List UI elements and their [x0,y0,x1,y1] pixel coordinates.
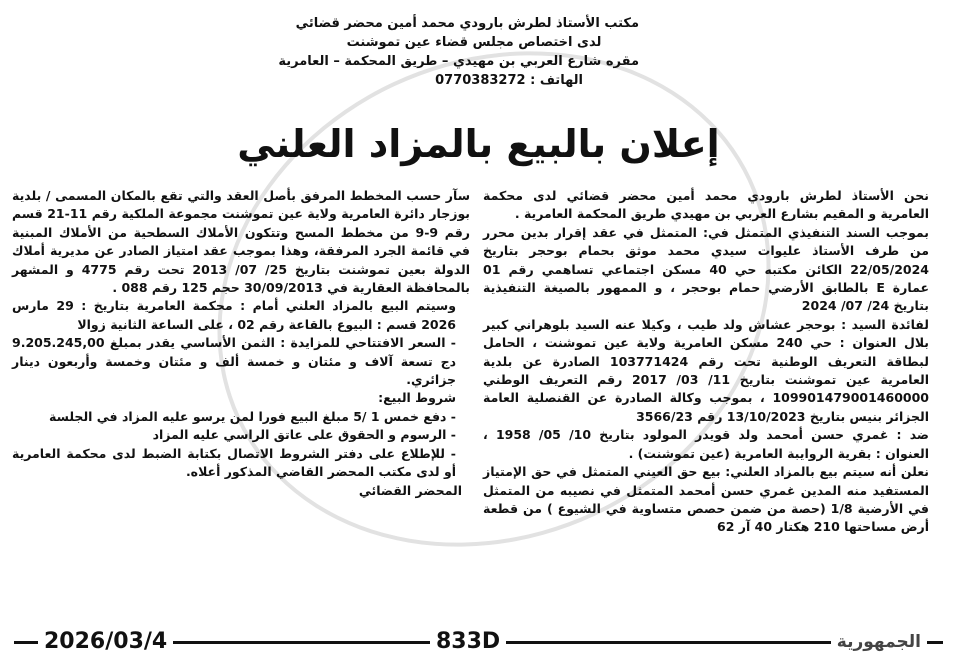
paragraph-property-details: سآر حسب المخطط المرفق بأصل العقد والتي تقع بالمكان المسمى / بلدية بوزجار دائرة العامرية ولاية عين تموشنت مجموعة الملكية رقم 11-21 قسم رقم 9-9 من مخطط المسح وتتكون الأملاك السطحية من الأملاك المبنية في قائمة الجرد المرفقة، وهذا بموجب عقد امتياز الصادر عن مديرية أملاك الدولة بعين تموشنت بتاريخ 25/ 07/ 2013 تحت رقم 4775 و المشهر بالمحافظة العقارية في 30/09/2013 حجم 125 رقم 088 . [12,188,470,296]
paragraph-sale-object: نعلن أنه سيتم بيع بالمزاد العلني: بيع حق العيني المتمثل في حق الإمتياز المستفيد منه المدين غمري حسن أمحمد المتمثل في نصيبه من المتمثل في الأرضية 1/8 (حصة من ضمن حصص متساوية في الشيوع ) من قطعة أرض مساحتها 210 هكتار 40 آر 62 [483,464,929,535]
conditions-heading: شروط البيع: [378,390,456,406]
newspaper-logo: الجمهورية [831,628,927,656]
paragraph-auction-date: وسيتم البيع بالمزاد العلني أمام : محكمة العامرية بتاريخ : 29 مارس 2026 قسم : البيوع بالقاعة رقم 02 ، على الساعة الثانية زوالا [12,298,456,332]
condition-payment: - دفع خمس 1 /5 مبلغ البيع فورا لمن يرسو عليه المزاد في الجلسة [49,408,456,424]
page-footer [0,622,957,662]
office-phone: الهاتف : 0770383272 [435,73,583,88]
bailiff-header [278,14,639,90]
court-jurisdiction: لدى اختصاص مجلس قضاء عين تموشنت [346,35,602,50]
paragraph-enforcement-title: بموجب السند التنفيذي المتمثل في: المتمثل في عقد إقرار بدين محرر من طرف الأستاذ عليوات سيدي محمد موثق بحمام بوحجر بتاريخ 22/05/2024 الكائن مكتبه حي 40 مسكن اجتماعي تساهمي رقم 01 عمارة E بالطابق الأرضي حمام بوحجر ، و الممهور بالصيغة التنفيذية بتاريخ 24/ 07/ 2024 [483,224,929,314]
right-column [483,187,943,537]
publication-date: 2026/03/4 [38,628,173,656]
paragraph-debtor: ضد : غمري حسن أمحمد ولد قويدر المولود بتاريخ 10/ 05/ 1958 ، العنوان : بقرية الروايبة العامرية (عين تموشنت) . [483,427,930,461]
notice-title: إعلان بالبيع بالمزاد العلني [237,122,720,166]
notice-code: 833D [430,628,506,656]
condition-fees: - الرسوم و الحقوق على عاتق الراسي عليه المزاد [152,427,456,443]
condition-consultation: - للإطلاع على دفتر الشروط الاتصال بكتابة الضبط لدى محكمة العامرية أو لدى مكتب المحضر القاضي المذكور أعلاه. [12,445,456,480]
office-address: مقره شارع العربي بن مهيدي – طريق المحكمة – العامرية [278,54,639,69]
paragraph-beneficiary: لفائدة السيد : بوحجر عشاش ولد طيب ، وكيلا عنه السيد بلوهراني كبير بلال العنوان : حي 240 مسكن العامرية ولاية عين تموشنت ، الحامل لبطاقة التعريف الوطنية تحت رقم 103771424 الصادرة عن بلدية العامرية عين تموشنت بتاريخ 11/ 03/ 2017 رقم التعريف الوطني 109901479001460000 ، بموجب وكالة الصادرة عن القنصلية العامة الجزائر بنيس بتاريخ 13/10/2023 رقم 3566/23 [483,316,930,424]
office-name: مكتب الأستاذ لطرش بارودي محمد أمين محضر قضائي [295,16,639,31]
signature: المحضر القضائي [358,482,462,498]
left-column [12,187,470,500]
paragraph-opening-price: - السعر الافتتاحي للمزايدة : الثمن الأساسي يقدر بمبلغ 9.205.245,00 دج تسعة آلاف و مئتان و خمسة ألف و مئتان وخمسة وأربعون دينار جزائري. [12,335,456,388]
paragraph-bailiff-intro: نحن الأستاذ لطرش بارودي محمد أمين محضر قضائي لدى محكمة العامرية و المقيم بشارع العربي بن مهيدي طريق المحكمة العامرية . [483,188,929,222]
